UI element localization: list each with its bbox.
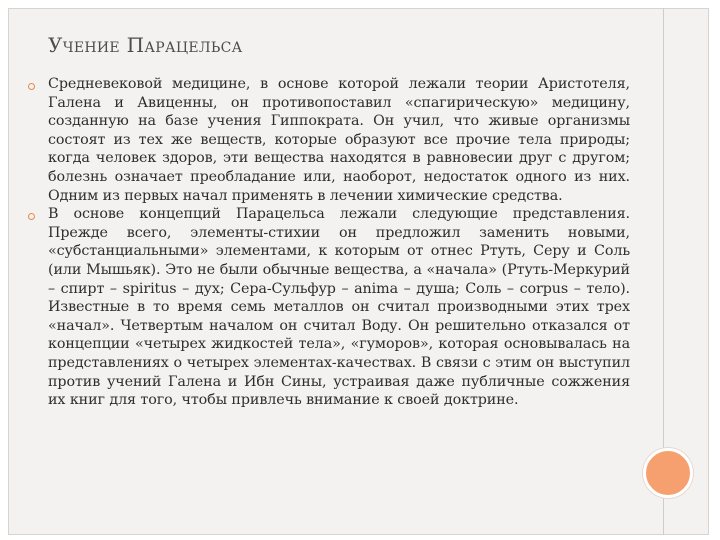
bullet-marker-icon [28, 83, 35, 90]
bullet-text: В основе концепций Парацельса лежали следующие представления. Прежде всего, элементы-стихии он предложил заменить новыми, «субстанциальными» элементами, к которым от отнес Ртуть, Серу и Соль (или Мышьяк). Это не были обычные вещества, а «начала» (Ртуть-Меркурий – спирт – spiritus – дух; Сера-Сульфур – anima – душа; Соль – corpus – тело). Известные в то время семь металлов он считал производными этих трех «начал». Четвертым началом он считал Воду. Он решительно отказался от концепции «четырех жидкостей тела», «гуморов», которая основывалась на представлениях о четырех элементах-качествах. В связи с этим он выступил против учений Галена и Ибн Сины, устраивая даже публичные сожжения их книг для того, чтобы привлечь внимание к своей доктрине. [48, 206, 630, 409]
bullet-text: Средневековой медицине, в основе которой лежали теории Аристотеля, Галена и Авиценны, он противопоставил «спагирическую» медицину, созданную на базе учения Гиппократа. Он учил, что живые организмы состоят из тех же веществ, которые образуют все прочие тела природы; когда человек здоров, эти вещества находятся в равновесии друг с другом; болезнь означает преобладание или, наоборот, недостаток одного из них. Одним из первых начал применять в лечении химические средства. [48, 76, 630, 204]
bullet-item [26, 205, 630, 410]
bullet-list [26, 75, 630, 410]
decorative-circle [643, 448, 693, 498]
bullet-marker-icon [28, 213, 35, 220]
bullet-item [26, 75, 630, 205]
slide-title: Учение Парацельса [48, 33, 243, 57]
